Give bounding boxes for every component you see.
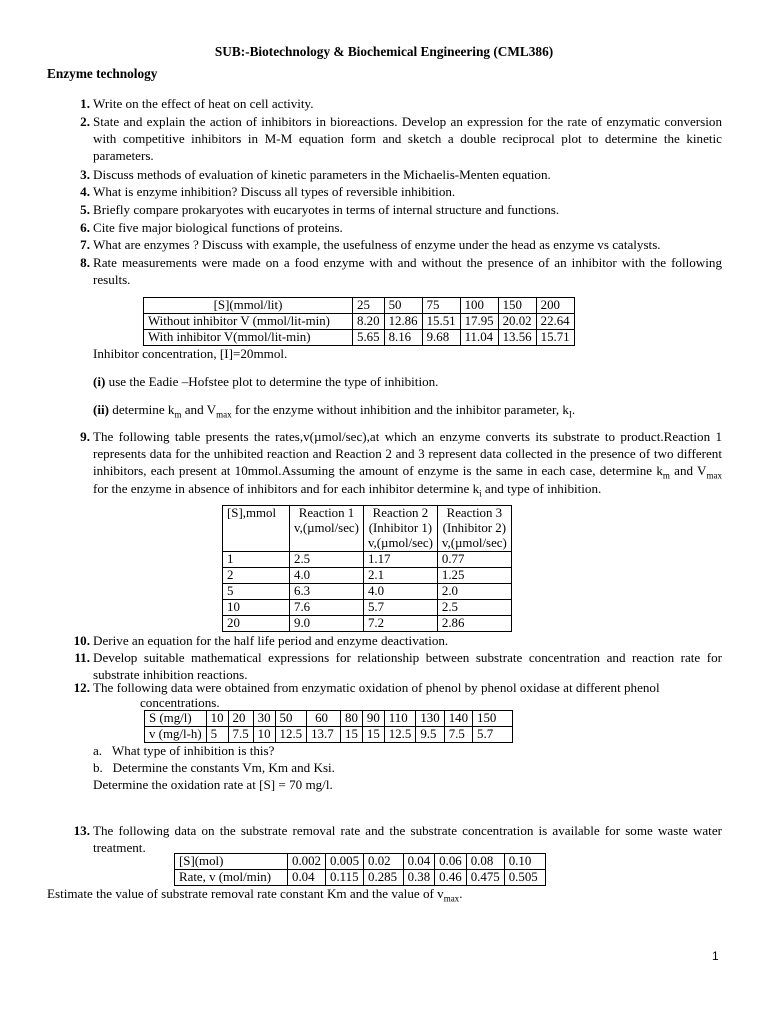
question-text: Briefly compare prokaryotes with eucaryotes in terms of internal structure and functions. — [93, 202, 560, 217]
rate-measurement-table — [143, 297, 575, 346]
question-text: Develop suitable mathematical expressions for relationship between substrate concentration and reaction rate for substrate inhibition reactions. — [93, 650, 722, 683]
table-row — [144, 314, 575, 330]
table-cell: 50 — [384, 298, 422, 314]
table-cell: 25 — [353, 298, 385, 314]
table-row — [144, 298, 575, 314]
table-cell: 9.5 — [416, 727, 444, 743]
table-cell: 75 — [422, 298, 460, 314]
question-text: Rate measurements were made on a food enzyme with and without the presence of an inhibitor with the following results. — [93, 255, 722, 288]
table-cell: 150 — [473, 711, 513, 727]
question-10 — [60, 632, 722, 649]
question-12-part-b: b. Determine the constants Vm, Km and Ksi. — [93, 760, 335, 775]
question-number: 5. — [80, 202, 90, 217]
part-text: determine k — [112, 402, 175, 417]
subscript: max — [216, 409, 232, 420]
text-run: and type of inhibition. — [481, 480, 602, 496]
text-run: The following table presents the rates,v(µmol/sec),at which an enzyme converts its substrate to product.Reaction 1 represents data for the unhibited reaction and Reaction 2 and 3 represent data collected in the presence of two different inhibitors, each present at 10mmol.Assuming the amount of enzyme is the same in each case, determine k — [93, 429, 722, 479]
substrate-removal-table — [174, 853, 546, 886]
question-12-continuation: concentrations. — [140, 695, 220, 710]
table-cell: 0.002 — [288, 854, 326, 870]
subscript: I — [568, 409, 572, 420]
table-cell: 0.005 — [326, 854, 364, 870]
table-row — [223, 616, 512, 632]
table-cell: 2.0 — [437, 584, 511, 600]
question-number: 7. — [80, 237, 90, 252]
table-header-cell: S (mg/l) — [145, 711, 207, 727]
header-text: v,(µmol/sec) — [294, 521, 359, 535]
question-text: Cite five major biological functions of proteins. — [93, 220, 343, 235]
table-cell: 17.95 — [460, 314, 498, 330]
table-cell: 5.65 — [353, 330, 385, 346]
question-8-part-i — [93, 373, 723, 390]
table-cell: 20.02 — [498, 314, 536, 330]
table-cell: 90 — [362, 711, 384, 727]
reaction-rates-table — [222, 505, 512, 632]
table-cell: 22.64 — [536, 314, 574, 330]
question-4 — [60, 183, 722, 200]
table-cell: 7.2 — [363, 616, 437, 632]
page-number: 1 — [712, 949, 719, 963]
table-cell: 100 — [460, 298, 498, 314]
question-number: 4. — [80, 184, 90, 199]
table-header-cell: v (mg/l-h) — [145, 727, 207, 743]
table-cell: 10 — [223, 600, 290, 616]
table-cell: 2.86 — [437, 616, 511, 632]
subscript: m — [662, 471, 670, 482]
table-cell: 13.56 — [498, 330, 536, 346]
question-13 — [60, 822, 722, 856]
table-cell: 12.5 — [384, 727, 416, 743]
header-text: v,(µmol/sec) — [367, 536, 433, 550]
part-label: (ii) — [93, 402, 109, 417]
table-row — [144, 330, 575, 346]
part-text: . — [571, 402, 576, 417]
table-cell: 15.71 — [536, 330, 574, 346]
table-cell: 11.04 — [460, 330, 498, 346]
header-text: [S],mmol — [227, 506, 277, 520]
header-text: Reaction 2 — [372, 506, 429, 520]
question-number: 8. — [80, 255, 90, 270]
table-cell: 2.5 — [437, 600, 511, 616]
table-cell: 0.77 — [437, 552, 511, 568]
table-cell: 200 — [536, 298, 574, 314]
question-text: Write on the effect of heat on cell activity. — [93, 96, 314, 111]
table-row — [175, 854, 546, 870]
table-cell: 60 — [307, 711, 341, 727]
table-header-cell: [S](mmol/lit) — [144, 298, 353, 314]
table-cell: 13.7 — [307, 727, 341, 743]
part-label: (i) — [93, 374, 106, 389]
table-header-cell — [223, 506, 290, 552]
question-number: 3. — [80, 167, 90, 182]
table-cell: 0.04 — [403, 854, 435, 870]
text-run: for the enzyme in absence of inhibitors and for each inhibitor determine k — [93, 480, 480, 496]
table-cell: 7.5 — [228, 727, 253, 743]
subscript: i — [479, 488, 482, 499]
question-text: Discuss methods of evaluation of kinetic parameters in the Michaelis-Menten equation. — [93, 167, 551, 182]
table-cell: 15 — [362, 727, 384, 743]
table-cell: 12.5 — [275, 727, 307, 743]
question-8 — [60, 254, 722, 288]
text-run: . — [459, 886, 463, 901]
page-header: SUB:-Biotechnology & Biochemical Engineering (CML386) — [214, 44, 554, 59]
table-cell: 2.5 — [290, 552, 364, 568]
question-number: 11. — [74, 650, 90, 665]
table-row — [223, 552, 512, 568]
table-cell: 20 — [223, 616, 290, 632]
question-number: 6. — [80, 220, 90, 235]
table-cell: 9.68 — [422, 330, 460, 346]
subscript: max — [443, 893, 460, 904]
question-9 — [60, 428, 722, 497]
question-number: 2. — [80, 114, 90, 129]
table-cell: 5.7 — [473, 727, 513, 743]
table-cell: 7.5 — [444, 727, 472, 743]
table-cell: 0.115 — [326, 870, 364, 886]
table-cell: 4.0 — [290, 568, 364, 584]
table-cell: 10 — [253, 727, 275, 743]
header-text: (Inhibitor 2) — [442, 521, 507, 535]
question-8-part-ii — [93, 401, 723, 418]
table-header-cell: [S](mol) — [175, 854, 288, 870]
table-header-cell — [437, 506, 511, 552]
subscript: m — [174, 409, 182, 420]
question-12-part-c: Determine the oxidation rate at [S] = 70 mg/l. — [93, 777, 333, 792]
table-cell: 150 — [498, 298, 536, 314]
question-text — [93, 428, 722, 497]
part-text: use the Eadie –Hofstee plot to determine the type of inhibition. — [108, 374, 439, 389]
table-cell: 50 — [275, 711, 307, 727]
question-text: The following data on the substrate removal rate and the substrate concentration is available for some waste water treatment. — [93, 823, 722, 856]
question-7 — [60, 236, 722, 253]
table-cell: 8.16 — [384, 330, 422, 346]
table-cell: 0.475 — [466, 870, 504, 886]
text-run: and V — [669, 463, 707, 479]
table-cell: 7.6 — [290, 600, 364, 616]
table-cell: 80 — [341, 711, 363, 727]
table-row — [223, 568, 512, 584]
question-5 — [60, 201, 722, 218]
question-number: 9. — [80, 429, 90, 444]
question-3 — [60, 166, 722, 183]
header-text: v,(µmol/sec) — [441, 536, 507, 550]
table-cell: 1 — [223, 552, 290, 568]
question-2 — [60, 113, 722, 165]
question-number: 12. — [73, 680, 90, 695]
question-1 — [60, 95, 722, 112]
table-header-cell: Rate, v (mol/min) — [175, 870, 288, 886]
table-cell: 0.08 — [466, 854, 504, 870]
question-13-final — [47, 885, 462, 902]
table-cell: 130 — [416, 711, 444, 727]
table-cell: 8.20 — [353, 314, 385, 330]
table-cell: 1.17 — [363, 552, 437, 568]
table-cell: 0.06 — [435, 854, 467, 870]
question-6 — [60, 219, 722, 236]
table-cell: 30 — [253, 711, 275, 727]
question-text: State and explain the action of inhibitors in bioreactions. Develop an expression for the rate of enzymatic conversion with competitive inhibitors in M-M equation form and sketch a double reciprocal plot to determine the kinetic parameters. — [93, 114, 722, 164]
table-cell: 0.285 — [364, 870, 404, 886]
table-row — [175, 870, 546, 886]
table-cell: 5 — [223, 584, 290, 600]
table-row — [145, 711, 513, 727]
table-cell: 5 — [206, 727, 228, 743]
table-cell: 0.04 — [288, 870, 326, 886]
question-number: 10. — [73, 633, 90, 648]
question-number: 13. — [73, 823, 90, 838]
header-text: Reaction 1 — [298, 506, 355, 520]
inhibitor-concentration: Inhibitor concentration, [I]=20mmol. — [93, 346, 288, 361]
table-cell: 10 — [206, 711, 228, 727]
table-cell: 12.86 — [384, 314, 422, 330]
part-text: and V — [181, 402, 217, 417]
table-cell: 4.0 — [363, 584, 437, 600]
table-cell: 0.10 — [504, 854, 546, 870]
table-cell: 2.1 — [363, 568, 437, 584]
subscript: max — [706, 471, 722, 482]
table-cell: 20 — [228, 711, 253, 727]
question-text: The following data were obtained from enzymatic oxidation of phenol by phenol oxidase at different phenol — [93, 680, 660, 695]
part-text: for the enzyme without inhibition and the inhibitor parameter, k — [231, 402, 569, 417]
table-cell: 0.38 — [403, 870, 435, 886]
table-cell: 0.46 — [435, 870, 467, 886]
table-row — [145, 727, 513, 743]
table-cell: 9.0 — [290, 616, 364, 632]
question-text: Derive an equation for the half life period and enzyme deactivation. — [93, 633, 449, 648]
question-text: What is enzyme inhibition? Discuss all types of reversible inhibition. — [93, 184, 456, 199]
text-run: Estimate the value of substrate removal rate constant Km and the value of v — [47, 886, 444, 901]
table-cell: 5.7 — [363, 600, 437, 616]
table-cell: 0.02 — [364, 854, 404, 870]
table-cell: 2 — [223, 568, 290, 584]
table-cell: 6.3 — [290, 584, 364, 600]
table-cell: 0.505 — [504, 870, 546, 886]
table-cell: 15.51 — [422, 314, 460, 330]
table-cell: 140 — [444, 711, 472, 727]
table-cell: 15 — [341, 727, 363, 743]
table-cell: 1.25 — [437, 568, 511, 584]
table-header-cell — [290, 506, 364, 552]
question-text: What are enzymes ? Discuss with example, the usefulness of enzyme under the head as enzyme vs catalysts. — [93, 237, 661, 252]
table-row — [223, 600, 512, 616]
phenol-oxidation-table — [144, 710, 513, 743]
question-12-part-a: a. What type of inhibition is this? — [93, 743, 275, 758]
table-header-row — [223, 506, 512, 552]
header-text: Reaction 3 — [446, 506, 503, 520]
table-cell: 110 — [384, 711, 416, 727]
section-title: Enzyme technology — [47, 66, 158, 81]
table-header-cell: With inhibitor V(mmol/lit-min) — [144, 330, 353, 346]
table-row — [223, 584, 512, 600]
question-number: 1. — [80, 96, 90, 111]
table-header-cell — [363, 506, 437, 552]
table-header-cell: Without inhibitor V (mmol/lit-min) — [144, 314, 353, 330]
header-text: (Inhibitor 1) — [368, 521, 433, 535]
